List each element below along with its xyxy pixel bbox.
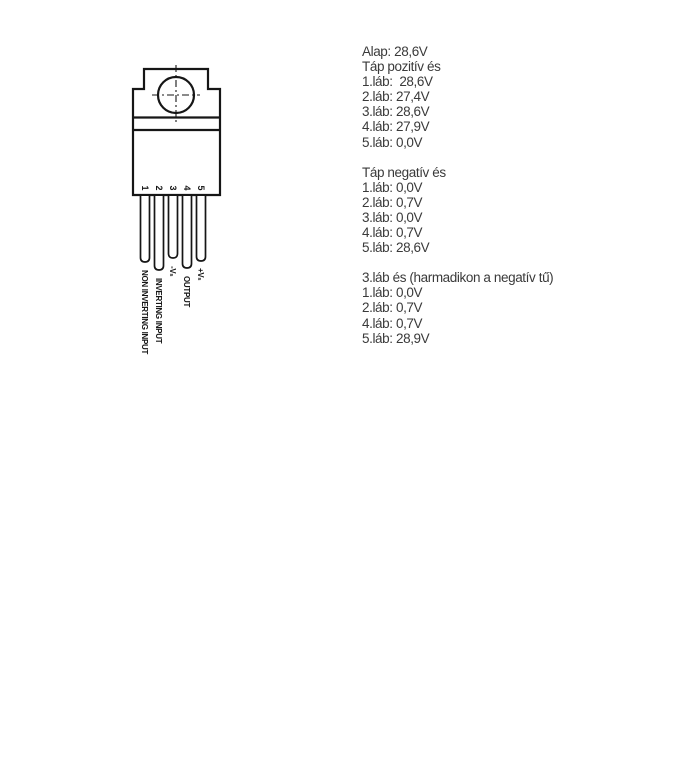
- pin-5-label: [196, 268, 206, 280]
- pin-3-lead: [169, 196, 178, 258]
- package-outline: [133, 69, 220, 195]
- measurement-block-1: [362, 44, 553, 150]
- measurement-line: Táp negatív és: [362, 164, 446, 180]
- pin-4-number: 4: [182, 185, 192, 191]
- pin-4-label-text: OUTPUT: [182, 276, 192, 308]
- measurement-line: 1.láb: 28,6V: [362, 74, 433, 90]
- measurement-notes: [362, 44, 553, 361]
- measurement-line: 5.láb: 28,6V: [362, 240, 430, 256]
- pin-3-label-text: -V: [168, 266, 178, 274]
- measurement-line: 1.láb: 0,0V: [362, 285, 423, 301]
- pin-1-lead: [141, 196, 150, 262]
- measurement-line: 4.láb: 0,7V: [362, 225, 423, 241]
- pin-4-label: [183, 276, 192, 308]
- measurement-line: 3.láb: 0,0V: [362, 209, 423, 225]
- pin-5-number: 5: [196, 185, 206, 191]
- measurement-block-3: [362, 270, 553, 345]
- pin-3-label: [168, 266, 178, 276]
- pin-3-label-subscript: s: [167, 273, 174, 277]
- measurement-line: 4.láb: 0,7V: [362, 315, 423, 331]
- pin-2-number: 2: [154, 185, 164, 191]
- pin-3-number: 3: [168, 185, 178, 191]
- measurement-line: 2.láb: 0,7V: [362, 194, 423, 210]
- pin-2-lead: [155, 196, 164, 270]
- measurement-line: 5.láb: 28,9V: [362, 330, 430, 346]
- measurement-line: 3.láb és (harmadikon a negatív tű): [362, 270, 554, 286]
- pin-5-label-subscript: s: [195, 277, 202, 281]
- pin-1-label: [141, 270, 150, 354]
- pin-5-label-text: +V: [196, 268, 206, 278]
- pin-1-label-text: NON INVERTING INPUT: [140, 270, 150, 355]
- pin-2-label-text: INVERTING INPUT: [154, 278, 164, 344]
- pin-5-lead: [197, 196, 206, 261]
- pin-2-label: [155, 278, 164, 344]
- measurement-line: 3.láb: 28,6V: [362, 104, 430, 120]
- measurement-line: 2.láb: 0,7V: [362, 300, 423, 316]
- pin-1-number: 1: [140, 185, 150, 191]
- measurement-block-2: [362, 165, 553, 256]
- measurement-line: 1.láb: 0,0V: [362, 179, 423, 195]
- pin-4-lead: [183, 196, 192, 268]
- measurement-line: Alap: 28,6V: [362, 44, 428, 59]
- measurement-line: Táp pozitív és: [362, 59, 441, 75]
- measurement-line: 4.láb: 27,9V: [362, 119, 430, 135]
- measurement-line: 2.láb: 27,4V: [362, 89, 430, 105]
- measurement-line: 5.láb: 0,0V: [362, 134, 423, 150]
